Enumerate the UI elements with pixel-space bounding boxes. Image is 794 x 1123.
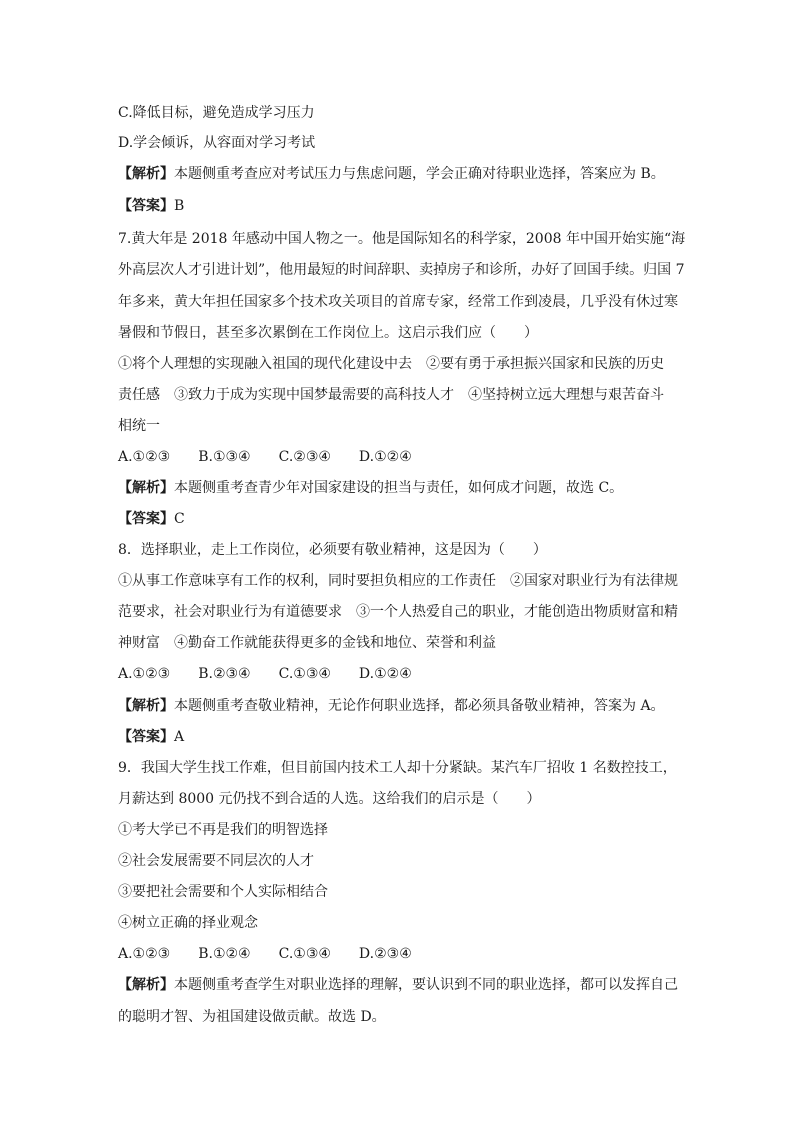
q7-item-line: ①将个人理想的实现融入祖国的现代化建设中去 ②要有勇于承担振兴国家和民族的历史 (118, 356, 664, 372)
q9-stem-line: 9．我国大学生找工作难，但目前国内技术工人却十分紧缺。某汽车厂招收 1 名数控技工， (118, 760, 677, 776)
answer-tag: 【答案】 (118, 511, 174, 527)
answer-value: C (174, 511, 185, 527)
q7-item-line: 责任感 ③致力于成为实现中国梦最需要的高科技人才 ④坚持树立远大理想与艰苦奋斗 (118, 387, 664, 403)
q9-item: ③要把社会需要和个人实际相结合 (118, 884, 328, 900)
q6-analysis (118, 164, 665, 184)
q6-option-c: C.降低目标，避免造成学习压力 (118, 105, 315, 121)
q8-stem-line: 8．选择职业，走上工作岗位，必须要有敬业精神，这是因为（ ） (118, 542, 547, 558)
q9-item: ②社会发展需要不同层次的人才 (118, 853, 314, 869)
analysis-tag: 【解析】 (118, 698, 174, 714)
analysis-text: 本题侧重考查敬业精神，无论作何职业选择，都必须具备敬业精神，答案为 A。 (174, 698, 665, 714)
q7-analysis (118, 478, 623, 498)
q7-stem-line: 外高层次人才引进计划”，他用最短的时间辞职、卖掉房子和诊所，办好了回国手续。归国 7 (118, 262, 685, 278)
q8-analysis (118, 696, 665, 716)
q8-item-line: 神财富 ④勤奋工作就能获得更多的金钱和地位、荣誉和利益 (118, 635, 496, 651)
answer-tag: 【答案】 (118, 198, 174, 214)
analysis-tag: 【解析】 (118, 480, 174, 496)
q7-item-line: 相统一 (118, 418, 160, 434)
q9-item: ①考大学已不再是我们的明智选择 (118, 822, 328, 838)
analysis-tag: 【解析】 (118, 977, 174, 993)
q8-item-line: 范要求，社会对职业行为有道德要求 ③一个人热爱自己的职业，才能创造出物质财富和精 (118, 604, 678, 620)
q9-stem-line: 月薪达到 8000 元仍找不到合适的人选。这给我们的启示是（ ） (118, 791, 541, 807)
answer-tag: 【答案】 (118, 729, 174, 745)
q8-answer (118, 727, 184, 747)
analysis-tag: 【解析】 (118, 166, 174, 182)
analysis-text: 本题侧重考查应对考试压力与焦虑问题，学会正确对待职业选择，答案应为 B。 (174, 166, 665, 182)
q7-answer (118, 509, 185, 529)
q6-option-d: D.学会倾诉，从容面对学习考试 (118, 135, 316, 151)
q7-stem-line: 暑假和节假日，甚至多次累倒在工作岗位上。这启示我们应（ ） (118, 325, 538, 341)
analysis-text: 本题侧重考查学生对职业选择的理解，要认识到不同的职业选择，都可以发挥自己 (174, 977, 678, 993)
q9-analysis (118, 975, 678, 995)
q7-stem-line: 7.黄大年是 2018 年感动中国人物之一。他是国际知名的科学家，2008 年中国开始实施“海 (118, 231, 686, 247)
q8-item-line: ①从事工作意味享有工作的权利，同时要担负相应的工作责任 ②国家对职业行为有法律规 (118, 573, 678, 589)
q9-analysis-continued: 的聪明才智、为祖国建设做贡献。故选 D。 (118, 1009, 386, 1025)
q7-options: A.①②③ B.①③④ C.②③④ D.①②④ (118, 449, 412, 465)
q9-item: ④树立正确的择业观念 (118, 915, 258, 931)
q9-options: A.①②③ B.①②④ C.①③④ D.②③④ (118, 946, 412, 962)
q8-options: A.①②③ B.②③④ C.①③④ D.①②④ (118, 666, 412, 682)
q7-stem-line: 年多来，黄大年担任国家多个技术攻关项目的首席专家，经常工作到凌晨，几乎没有休过寒 (118, 294, 678, 310)
q6-answer (118, 196, 184, 216)
analysis-text: 本题侧重考查青少年对国家建设的担当与责任，如何成才问题，故选 C。 (174, 480, 624, 496)
answer-value: B (174, 198, 185, 214)
answer-value: A (174, 729, 185, 745)
